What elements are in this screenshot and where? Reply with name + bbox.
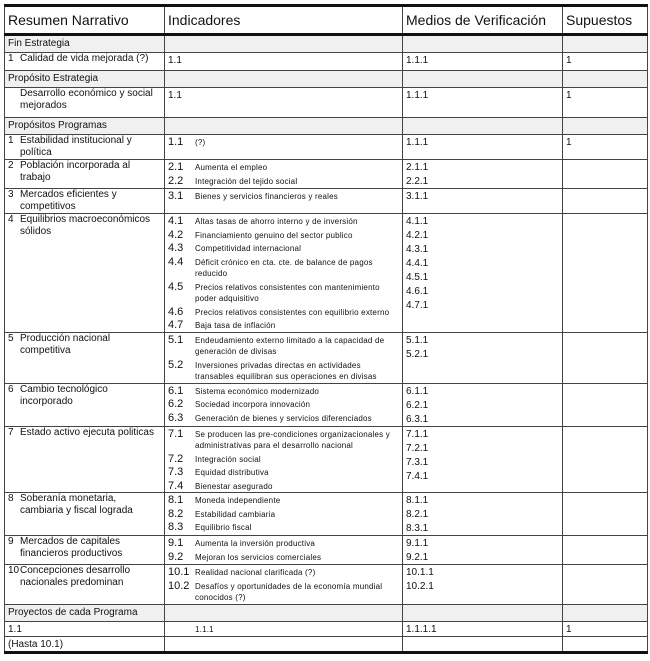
indicator-text: Bienestar asegurado xyxy=(195,481,273,491)
fin-ind: 1.1 xyxy=(168,55,182,66)
indicator-text: (?) xyxy=(195,138,206,147)
indicator-text: Moneda independiente xyxy=(195,496,281,505)
header-medios: Medios de Verificación xyxy=(403,6,563,35)
verification-item: 1.1.1 xyxy=(406,137,429,148)
program-num: 10 xyxy=(8,565,20,576)
indicator-item xyxy=(168,386,399,398)
indicator-item xyxy=(168,360,399,383)
verification-item: 4.2.1 xyxy=(406,230,429,241)
indicator-number: 4.7 xyxy=(168,319,184,331)
indicator-text: Aumenta el empleo xyxy=(195,163,268,172)
indicator-text: Sistema económico modernizado xyxy=(195,386,320,396)
indicator-item xyxy=(168,216,399,228)
proyecto-ind: 1.1.1 xyxy=(195,624,214,634)
program-text: Estado activo ejecuta politicas xyxy=(20,426,154,438)
indicator-item xyxy=(168,538,399,550)
indicator-item xyxy=(168,413,399,425)
indicator-text: Competitividad internacional xyxy=(195,244,302,253)
program-row xyxy=(5,214,648,333)
verification-item: 7.2.1 xyxy=(406,442,429,454)
indicator-item xyxy=(168,481,399,493)
indicator-number: 9.1 xyxy=(168,537,184,549)
indicator-text: Altas tasas de ahorro interno y de inversión xyxy=(195,217,358,226)
indicator-text: Integración social xyxy=(195,454,261,464)
verification-item: 9.1.1 xyxy=(406,538,429,549)
indicator-number: 5.2 xyxy=(168,358,184,371)
verification-item: 4.5.1 xyxy=(406,272,429,283)
program-text: Concepciones desarrollo nacionales predominan xyxy=(20,565,131,588)
indicator-number: 4.3 xyxy=(168,242,184,254)
program-num: 8 xyxy=(8,493,14,504)
indicator-text: Mejoran los servicios comerciales xyxy=(195,552,322,562)
indicator-text: Precios relativos consistentes con equilibrio externo xyxy=(195,307,390,317)
indicator-item xyxy=(168,522,399,534)
proyecto-text: 1.1 xyxy=(8,623,22,635)
indicator-number: 8.3 xyxy=(168,521,184,533)
verification-item: 5.1.1 xyxy=(406,334,429,346)
program-num: 1 xyxy=(8,135,14,146)
indicator-number: 1.1 xyxy=(168,136,184,148)
indicator-item xyxy=(168,429,399,452)
verification-item: 7.3.1 xyxy=(406,456,429,468)
indicator-item xyxy=(168,257,399,280)
indicator-text: Integración del tejido social xyxy=(195,176,298,186)
indicator-item xyxy=(168,399,399,411)
indicator-text: Equidad distributiva xyxy=(195,468,269,477)
indicator-text: Se producen las pre-condiciones organizacionales y administrativas para el desarrollo nacional xyxy=(195,429,390,450)
indicator-text: Endeudamiento externo limitado a la capacidad de generación de divisas xyxy=(195,335,385,356)
program-row xyxy=(5,135,648,160)
proposito-mv: 1.1.1 xyxy=(406,90,429,101)
indicator-text: Equilibrio fiscal xyxy=(195,523,252,532)
indicator-item xyxy=(168,454,399,466)
program-text: Soberanía monetaria, cambiaria y fiscal lograda xyxy=(20,493,133,516)
proyecto-row xyxy=(5,636,648,652)
section-propositos-programas xyxy=(5,118,648,135)
program-text: Cambio tecnológico incorporado xyxy=(20,383,108,407)
indicator-item xyxy=(168,282,399,305)
section-propositos-label: Propósitos Programas xyxy=(5,118,165,135)
header-resumen: Resumen Narrativo xyxy=(5,6,165,35)
indicator-number: 3.1 xyxy=(168,190,184,202)
indicator-number: 10.1 xyxy=(168,566,190,578)
fin-row xyxy=(5,53,648,71)
indicator-item xyxy=(168,509,399,521)
program-row xyxy=(5,383,648,426)
verification-item: 6.2.1 xyxy=(406,399,429,411)
program-num: 9 xyxy=(8,536,14,547)
program-text: Población incorporada al trabajo xyxy=(20,160,131,183)
fin-num: 1 xyxy=(8,53,14,64)
header-supuestos: Supuestos xyxy=(563,6,648,35)
indicator-item xyxy=(168,162,399,174)
program-text: Equilibrios macroeconómicos sólidos xyxy=(20,214,151,237)
program-text: Mercados eficientes y competitivos xyxy=(20,189,117,212)
header-indicadores: Indicadores xyxy=(165,6,403,35)
indicator-number: 10.2 xyxy=(168,579,190,592)
section-fin xyxy=(5,35,648,53)
indicator-number: 2.1 xyxy=(168,161,184,173)
indicator-item xyxy=(168,335,399,358)
verification-item: 4.4.1 xyxy=(406,258,429,269)
program-row xyxy=(5,332,648,383)
verification-item: 2.1.1 xyxy=(406,162,429,173)
indicator-item xyxy=(168,552,399,564)
verification-item: 8.1.1 xyxy=(406,495,429,506)
indicator-item xyxy=(168,495,399,507)
program-num: 7 xyxy=(8,426,14,438)
indicator-number: 8.1 xyxy=(168,494,184,506)
section-proposito-label: Propósito Estrategia xyxy=(5,71,165,88)
indicator-text: Inversiones privadas directas en actividades transables equilibran sus operaciones en divisas xyxy=(195,360,377,381)
indicator-item xyxy=(168,243,399,255)
verification-item: 7.4.1 xyxy=(406,470,429,482)
indicator-text: Realidad nacional clarificada (?) xyxy=(195,568,316,577)
indicator-text: Aumenta la inversión productiva xyxy=(195,539,316,548)
indicator-item xyxy=(168,191,399,203)
program-text: Estabilidad institucional y política xyxy=(20,135,132,158)
indicator-text: Precios relativos consistentes con mantenimiento poder adquisitivo xyxy=(195,282,380,303)
proposito-row xyxy=(5,88,648,118)
indicator-number: 7.3 xyxy=(168,466,184,478)
indicator-text: Desafíos y oportunidades de la economía mundial conocidos (?) xyxy=(195,581,383,602)
indicator-item xyxy=(168,467,399,479)
indicator-item xyxy=(168,320,399,332)
section-proposito xyxy=(5,71,648,88)
indicator-item xyxy=(168,307,399,319)
indicator-number: 7.2 xyxy=(168,452,184,465)
logframe-table xyxy=(4,4,648,654)
indicator-item xyxy=(168,230,399,242)
section-proyectos-label: Proyectos de cada Programa xyxy=(5,604,165,621)
program-num: 4 xyxy=(8,214,14,225)
verification-item: 2.2.1 xyxy=(406,176,429,187)
indicator-number: 4.6 xyxy=(168,305,184,318)
program-num: 5 xyxy=(8,332,14,344)
verification-item: 7.1.1 xyxy=(406,428,429,440)
program-num: 3 xyxy=(8,189,14,200)
proyecto-mv: 1.1.1.1 xyxy=(406,623,437,635)
indicator-number: 2.2 xyxy=(168,174,184,187)
indicator-text: Generación de bienes y servicios diferenciados xyxy=(195,413,372,423)
verification-item: 9.2.1 xyxy=(406,552,429,563)
fin-text: Calidad de vida mejorada (?) xyxy=(20,53,149,64)
program-row xyxy=(5,493,648,536)
program-row xyxy=(5,160,648,189)
indicator-text: Baja tasa de inflación xyxy=(195,321,276,330)
proyecto-text: (Hasta 10.1) xyxy=(8,638,64,650)
indicator-text: Sociedad incorpora innovación xyxy=(195,400,311,409)
verification-item: 10.1.1 xyxy=(406,567,434,578)
proposito-ind: 1.1 xyxy=(168,90,182,101)
verification-item: 4.6.1 xyxy=(406,286,429,297)
indicator-text: Bienes y servicios financieros y reales xyxy=(195,192,338,201)
indicator-item xyxy=(168,567,399,579)
verification-item: 10.2.1 xyxy=(406,581,434,592)
indicator-number: 4.1 xyxy=(168,215,184,227)
indicator-number: 8.2 xyxy=(168,507,184,520)
program-num: 6 xyxy=(8,383,14,395)
indicator-number: 9.2 xyxy=(168,550,184,563)
proposito-sup: 1 xyxy=(566,90,572,101)
indicator-number: 4.5 xyxy=(168,280,184,293)
indicator-number: 4.4 xyxy=(168,255,184,268)
proyecto-sup: 1 xyxy=(566,623,572,635)
program-row xyxy=(5,565,648,605)
indicator-item xyxy=(168,176,399,188)
assumption-value: 1 xyxy=(566,137,572,148)
indicator-item xyxy=(168,581,399,604)
header-row xyxy=(5,6,648,35)
indicator-number: 7.4 xyxy=(168,479,184,492)
verification-item: 5.2.1 xyxy=(406,348,429,360)
indicator-item xyxy=(168,137,399,149)
verification-item: 8.3.1 xyxy=(406,523,429,534)
indicator-number: 6.1 xyxy=(168,384,184,397)
verification-item: 6.3.1 xyxy=(406,413,429,425)
fin-sup: 1 xyxy=(566,55,572,66)
indicator-number: 4.2 xyxy=(168,228,184,241)
verification-item: 4.3.1 xyxy=(406,244,429,255)
proyecto-row xyxy=(5,621,648,636)
indicator-number: 6.3 xyxy=(168,411,184,424)
verification-item: 6.1.1 xyxy=(406,385,429,397)
indicator-text: Financiamiento genuino del sector publico xyxy=(195,230,353,240)
program-row xyxy=(5,426,648,493)
program-num: 2 xyxy=(8,160,14,171)
program-row xyxy=(5,536,648,565)
proposito-text: Desarrollo económico y social mejorados xyxy=(20,88,153,111)
program-text: Mercados de capitales financieros productivos xyxy=(20,536,123,559)
program-row xyxy=(5,189,648,214)
indicator-text: Déficit crónico en cta. cte. de balance de pagos reducido xyxy=(195,257,373,278)
indicator-number: 5.1 xyxy=(168,333,184,346)
section-proyectos xyxy=(5,604,648,621)
program-text: Producción nacional competitiva xyxy=(20,332,111,356)
verification-item: 4.1.1 xyxy=(406,216,429,227)
indicator-number: 7.1 xyxy=(168,427,184,440)
fin-mv: 1.1.1 xyxy=(406,55,429,66)
verification-item: 4.7.1 xyxy=(406,300,429,311)
section-fin-label: Fin Estrategia xyxy=(5,35,165,53)
indicator-number: 6.2 xyxy=(168,398,184,410)
verification-item: 3.1.1 xyxy=(406,191,429,202)
verification-item: 8.2.1 xyxy=(406,509,429,520)
indicator-text: Estabilidad cambiaria xyxy=(195,509,276,519)
